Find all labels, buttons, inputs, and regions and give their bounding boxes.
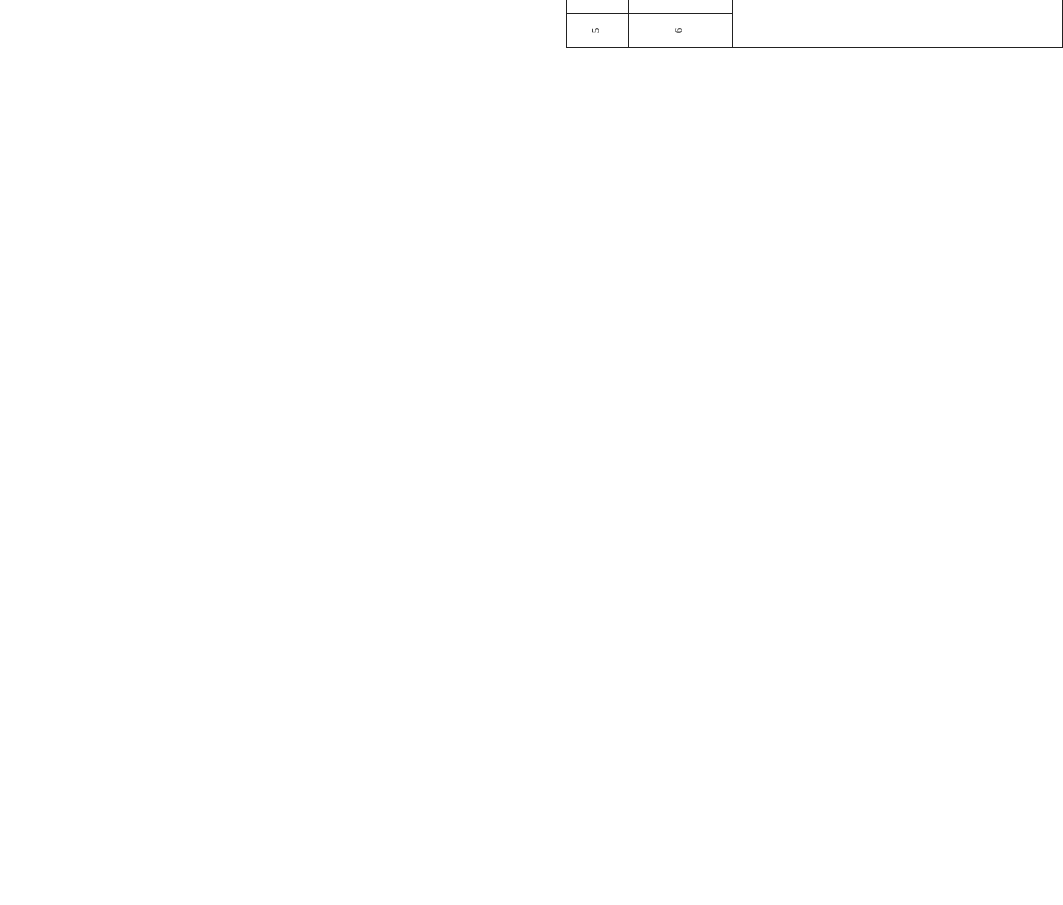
table-row: [733, 0, 1063, 48]
discipline-name: [629, 0, 733, 14]
row-number: 6: [629, 14, 733, 48]
table-row: [567, 0, 601, 48]
discipline-name: [567, 0, 629, 14]
table-row: [629, 0, 661, 48]
norms-table: [566, 0, 1063, 48]
row-number: 5: [567, 14, 629, 48]
conditions-label: [733, 0, 1063, 48]
rotated-page: [566, 0, 1062, 48]
